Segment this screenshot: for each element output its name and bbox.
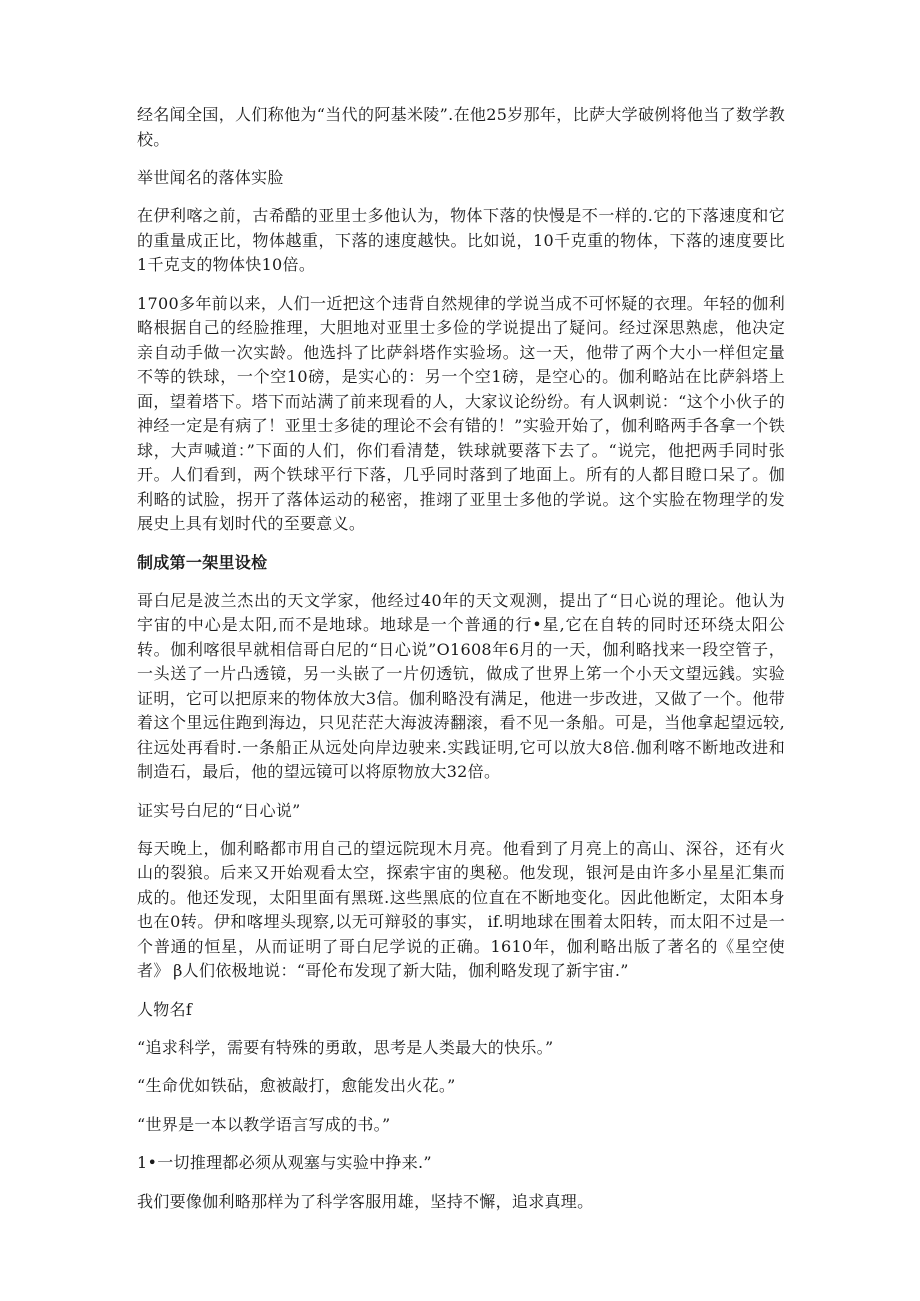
document-page	[137, 103, 785, 1228]
quote-item: “生命优如铁砧，愈被敲打，愈能发出火花。”	[137, 1076, 456, 1095]
quote-item: 1•一切推理都必须从观塞与实验中挣来.”	[137, 1153, 432, 1172]
paragraph-intro: 经名闻全国，人们称他为“当代的阿基米陵”.在他25岁那年，比萨大学破例将他当了数学教校。	[137, 105, 785, 149]
paragraph-conclusion: 我们要像伽利略那样为了科学客服用雄，坚持不懈，追求真理。	[137, 1191, 594, 1211]
paragraph-pisa-tower-experiment: 1700多年前以来，人们一近把这个违背自然规律的学说当成不可怀疑的衣理。年轻的伽利略根据自己的经脸推理，大胆地对亚里士多俭的学说提出了疑问。经过深思熟虑，他决定亲自动手做一次实龄。他选抖了比萨斜塔作实验场。这一天，他带了两个大小一样但定量不等的铁球，一个空10磅，是实心的：另一个空1磅，是空心的。伽利略站在比萨斜塔上面，望着塔下。塔下而站满了前来现看的人，大家议论纷纷。有人讽刺说：“这个小伙子的神经一定是有病了！亚里士多徒的理论不会有错的！”实验开始了，伽利略两手各拿一个铁球，大声喊道：”下面的人们，你们看清楚，铁球就要落下去了。“说完，他把两手同时张开。人们看到，两个铁球平行下落，几乎同时落到了地面上。所有的人都目瞪口呆了。伽利略的试脸，拐开了落体运动的秘密，推翊了亚里士多他的学说。这个实脸在物理学的发展史上具有划时代的至要意义。	[137, 293, 785, 533]
section-heading-quotes: 人物名f	[137, 999, 193, 1019]
paragraph-aristotle-view: 在伊利喀之前，古希酷的亚里士多他认为，物体下落的快慢是不一样的.它的下落速度和它的重量成正比，物体越重，下落的速度越快。比如说，10千克重的物体，下落的速度要比1千克支的物体快10倍。	[137, 206, 785, 274]
quote-item: “世界是一本以教学语言写成的书。”	[137, 1114, 391, 1134]
section-heading-heliocentric: 证实号白尼的“日心说”	[137, 800, 301, 820]
section-heading-telescope: 制成第一架里设检	[137, 552, 268, 572]
quote-item: “追求科学，需要有特殊的勇敢，思考是人类最大的快乐。”	[137, 1037, 554, 1057]
paragraph-heliocentric: 每天晚上，伽利略都市用自己的望远院现木月亮。他看到了月亮上的高山、深谷，还有火山的裂狼。后来又开始观看太空，探索宇宙的奥秘。他发现，银河是由许多小星星汇集而成的。他还发现，太阳里面有黑斑.这些黑底的位直在不断地变化。因此他断定，太阳本身也在0转。伊和喀埋头现察,以无可辩驳的事实， if.明地球在围着太阳转，而太阳不过是一个普通的恒星，从而证明了哥白尼学说的正确。1610年，伽利略出版了著名的《星空使者》 β人们依极地说：“哥伦布发现了新大陆，伽利略发现了新宇宙.”	[137, 838, 785, 980]
paragraph-telescope: 哥白尼是波兰杰出的天文学家，他经过40年的天文观测，提出了“日心说的理论。他认为宇宙的中心是太阳,而不是地球。地球是一个普通的行•星,它在自转的同时还环绕太阳公转。伽利喀很早就相信哥白尼的“日心说”O1608年6月的一天，伽利略找来一段空管子，一头送了一片凸透镜，另一头嵌了一片仞透钪，做成了世界上笫一个小天文望远銭。实验证明，它可以把原来的物体放大3信。伽利略没有满足，他进一步改进，又做了一个。他带着这个里远住跑到海边，只见茫茫大海波涛翻滚，看不见一条船。可是，当他拿起望远较,往远处再看时.一条船正从远处向岸边驶来.实践证明,它可以放大8倍.伽利喀不断地改进和制造石，最后，他的望远镜可以将原物放大32倍。	[137, 590, 785, 781]
section-heading-falling-experiment: 举世闻名的落体实脸	[137, 168, 284, 187]
